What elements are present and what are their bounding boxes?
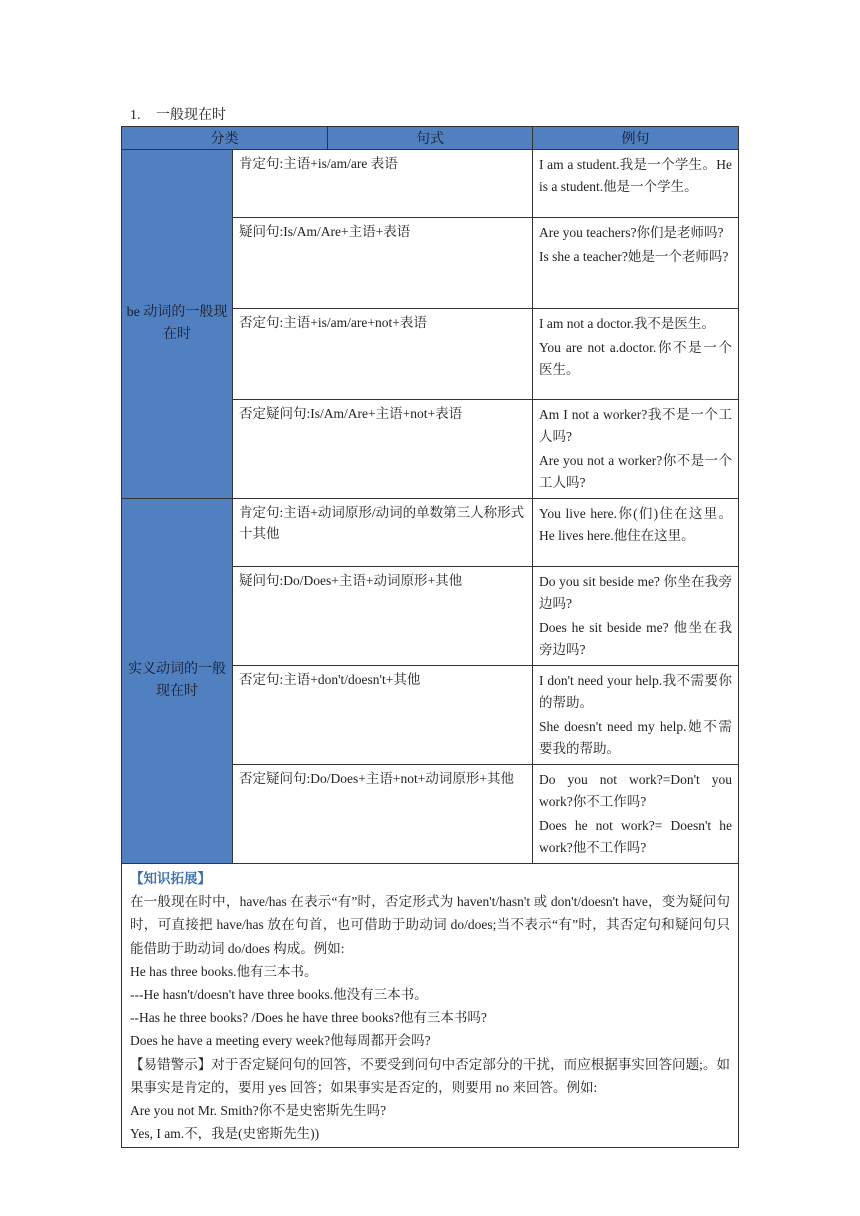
- example-cell: [533, 150, 739, 218]
- notes-example: Yes, I am.不，我是(史密斯先生)): [130, 1126, 320, 1142]
- notes-example: ---He hasn't/doesn't have three books.他没有三本书。: [130, 987, 428, 1003]
- notes-cell: [122, 864, 739, 1148]
- example-cell: [533, 765, 739, 864]
- header-row: [122, 127, 739, 150]
- pattern-cell: 否定句:主语+is/am/are+not+表语: [233, 309, 533, 400]
- pattern-cell: 否定句:主语+don't/doesn't+其他: [233, 666, 533, 765]
- example-sentence: I am a student.我是一个学生。He is a student.他是一个学生。: [539, 157, 732, 194]
- example-sentence: Are you teachers?你们是老师吗?: [539, 225, 724, 240]
- example-sentence: Does he not work?= Doesn't he work?他不工作吗?: [539, 818, 732, 855]
- table-row: [122, 499, 739, 567]
- header-category: 分类: [122, 127, 328, 150]
- notes-example: --Has he three books? /Does he have three books?他有三本书吗?: [130, 1010, 487, 1026]
- example-sentence: You are not a.doctor.你不是一个医生。: [539, 340, 732, 377]
- section-number: 1.: [130, 108, 141, 123]
- category-notional-verb: 实义动词的一般现在时: [122, 499, 233, 864]
- pattern-cell: 疑问句:Is/Am/Are+主语+表语: [233, 218, 533, 309]
- example-sentence: Does he sit beside me? 他坐在我旁边吗?: [539, 620, 732, 657]
- example-sentence: Are you not a worker?你不是一个工人吗?: [539, 453, 732, 490]
- header-example: 例句: [533, 127, 739, 150]
- notes-title: 【知识拓展】: [130, 871, 211, 886]
- example-cell: [533, 567, 739, 666]
- notes-warning: 【易错警示】对于否定疑问句的回答，不要受到问句中否定部分的干扰，而应根据事实回答问题;。如果事实是肯定的，要用 yes 回答；如果事实是否定的，则要用 no 来回答。例如:: [130, 1056, 730, 1095]
- example-cell: [533, 666, 739, 765]
- example-cell: [533, 499, 739, 567]
- category-be-verb: be 动词的一般现在时: [122, 150, 233, 499]
- notes-paragraph: 在一般现在时中，have/has 在表示“有”时，否定形式为 haven't/hasn't 或 don't/doesn't have，变为疑问句时，可直接把 have/has 放在句首，也可借助于助动词 do/does;当不表示“有”时，其否定句和疑问句只能借助于助动词 do/does 构成。例如:: [130, 894, 730, 956]
- pattern-cell: 否定疑问句:Do/Does+主语+not+动词原形+其他: [233, 765, 533, 864]
- header-pattern: 句式: [328, 127, 533, 150]
- notes-example: He has three books.他有三本书。: [130, 963, 318, 979]
- example-cell: [533, 400, 739, 499]
- section-heading: [130, 106, 226, 126]
- example-cell: [533, 309, 739, 400]
- table-row: [122, 150, 739, 218]
- example-sentence: Is she a teacher?她是一个老师吗?: [539, 249, 729, 264]
- pattern-cell: 疑问句:Do/Does+主语+动词原形+其他: [233, 567, 533, 666]
- grammar-table: [121, 126, 739, 1148]
- example-sentence: I am not a doctor.我不是医生。: [539, 316, 715, 331]
- example-sentence: She doesn't need my help.她不需要我的帮助。: [539, 719, 732, 756]
- example-cell: [533, 218, 739, 309]
- section-title: 一般现在时: [156, 108, 226, 123]
- notes-example: Are you not Mr. Smith?你不是史密斯先生吗?: [130, 1103, 387, 1119]
- example-sentence: You live here.你(们)住在这里。He lives here.他住在这里。: [539, 506, 732, 543]
- example-sentence: Do you not work?=Don't you work?你不工作吗?: [539, 772, 732, 809]
- notes-example: Does he have a meeting every week?他每周都开会吗?: [130, 1033, 431, 1049]
- notes-row: [122, 864, 739, 1148]
- pattern-cell: 肯定句:主语+is/am/are 表语: [233, 150, 533, 218]
- example-sentence: I don't need your help.我不需要你的帮助。: [539, 673, 732, 710]
- pattern-cell: 否定疑问句:Is/Am/Are+主语+not+表语: [233, 400, 533, 499]
- example-sentence: Am I not a worker?我不是一个工人吗?: [539, 407, 732, 444]
- example-sentence: Do you sit beside me? 你坐在我旁边吗?: [539, 574, 732, 611]
- pattern-cell: 肯定句:主语+动词原形/动词的单数第三人称形式十其他: [233, 499, 533, 567]
